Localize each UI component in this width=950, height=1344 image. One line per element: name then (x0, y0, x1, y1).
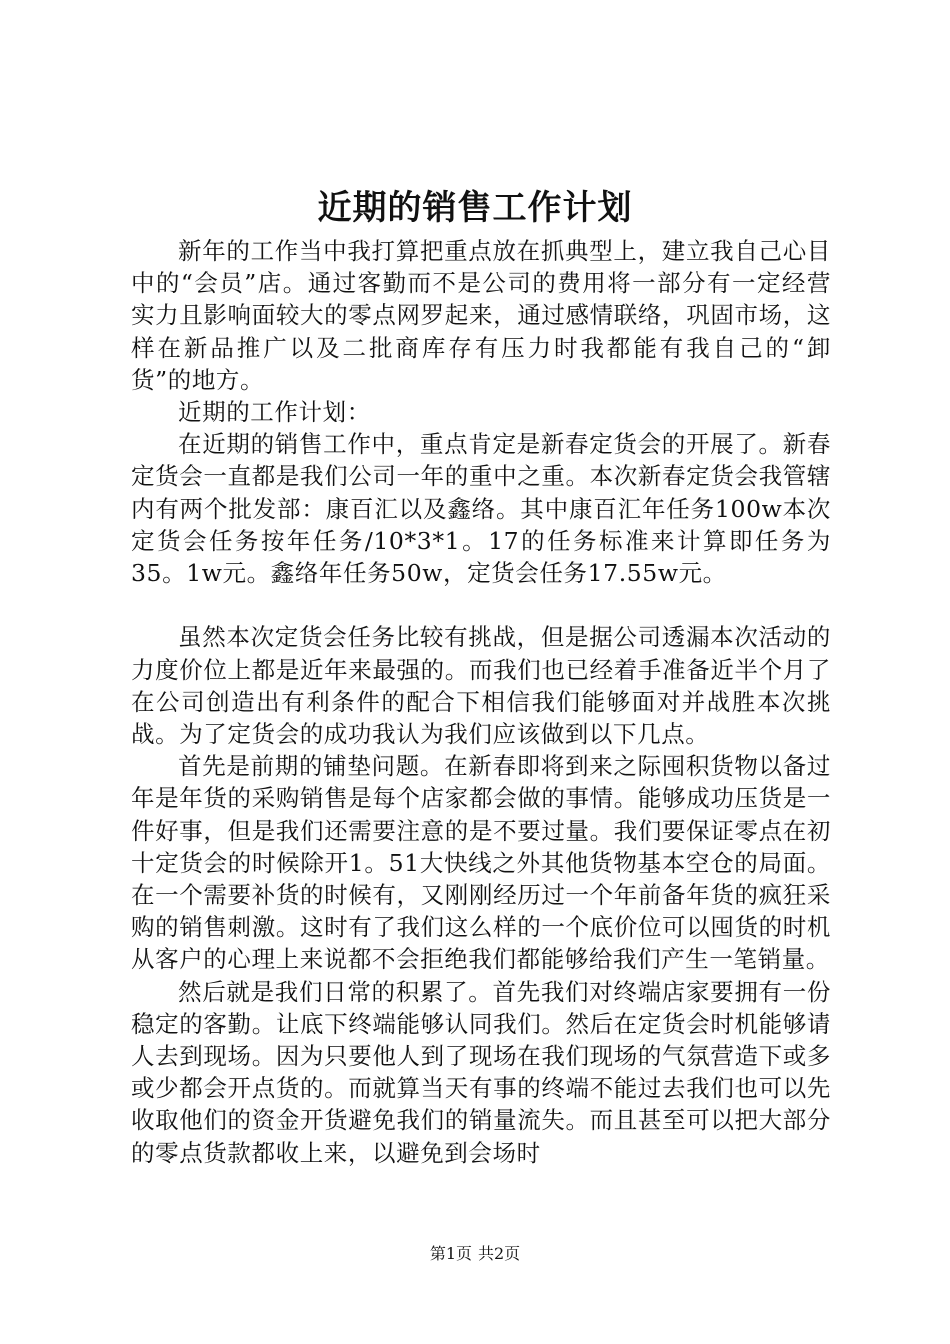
page-number: 第1页 (429, 1244, 472, 1263)
paragraph-4: 虽然本次定货会任务比较有挑战，但是据公司透漏本次活动的力度价位上都是近年来最强的。而我们也已经着手准备近半个月了在公司创造出有利条件的配合下相信我们能够面对并战胜本次挑战。为了定货会的成功我认为我们应该做到以下几点。 (131, 623, 831, 749)
page-footer (0, 1244, 950, 1264)
paragraph-3: 在近期的销售工作中，重点肯定是新春定货会的开展了。新春定货会一直都是我们公司一年的重中之重。本次新春定货会我管辖内有两个批发部：康百汇以及鑫络。其中康百汇年任务100w本次定货会任务按年任务/10*3*1。17的任务标准来计算即任务为35。1w元。鑫络年任务50w，定货会任务17.55w元。 (131, 430, 831, 588)
document-body (131, 235, 831, 1169)
paragraph-2: 近期的工作计划： (178, 398, 371, 427)
paragraph-6: 然后就是我们日常的积累了。首先我们对终端店家要拥有一份稳定的客勤。让底下终端能够认同我们。然后在定货会时机能够请人去到现场。因为只要他人到了现场在我们现场的气氛营造下或多或少都会开点货的。而就算当天有事的终端不能过去我们也可以先收取他们的资金开货避免我们的销量流失。而且甚至可以把大部分的零点货款都收上来，以避免到会场时 (131, 977, 831, 1167)
document-title: 近期的销售工作计划 (317, 188, 633, 228)
paragraph-spacer (131, 589, 831, 621)
page-total: 共2页 (478, 1244, 521, 1263)
paragraph-1: 新年的工作当中我打算把重点放在抓典型上，建立我自己心目中的“会员”店。通过客勤而不是公司的费用将一部分有一定经营实力且影响面较大的零点网罗起来，通过感情联络，巩固市场，这样在新品推广以及二批商库存有压力时我都能有我自己的“卸货”的地方。 (131, 237, 831, 394)
paragraph-5: 首先是前期的铺垫问题。在新春即将到来之际囤积货物以备过年是年货的采购销售是每个店家都会做的事情。能够成功压货是一件好事，但是我们还需要注意的是不要过量。我们要保证零点在初十定货会的时候除开1。51大快线之外其他货物基本空仓的局面。在一个需要补货的时候有，又刚刚经历过一个年前备年货的疯狂采购的销售刺激。这时有了我们这么样的一个底价位可以囤货的时机从客户的心理上来说都不会拒绝我们都能够给我们产生一笔销量。 (131, 752, 831, 974)
